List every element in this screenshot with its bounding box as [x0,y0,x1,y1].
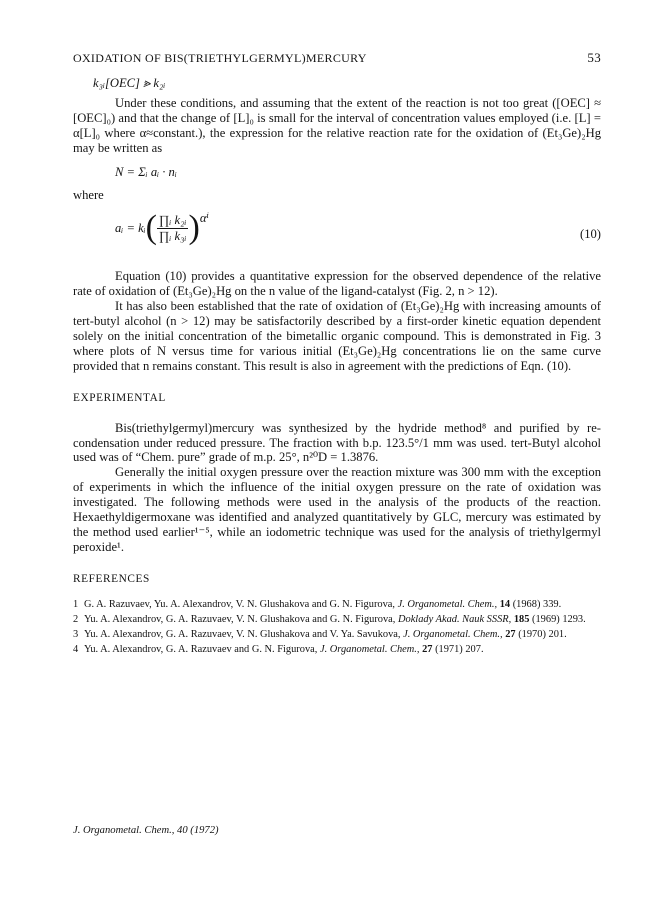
reference-journal: Doklady Akad. Nauk SSSR, [398,613,512,625]
reference-volume: 27 [505,629,516,641]
reference-authors: Yu. A. Alexandrov, G. A. Razuvaev and G. N. Figurova, [84,644,318,656]
paragraph-synthesis: Bis(triethylgermyl)mercury was synthesized by the hydride method⁸ and purified by re-condensation under reduced pressure. The fraction with b.p. 123.5°/1 mm was used. tert-Butyl alcohol used was of “Chem. pure” grade of m.p. 25°, n²⁰D = 1.3876. [73,420,601,465]
reference-number: 3 [73,629,79,641]
main-text [73,76,601,659]
equation-number: (10) [580,227,601,242]
fraction-denominator: ∏ᵢ k₃ᵢ [159,229,187,244]
reference-journal: J. Organometal. Chem., [319,644,420,656]
where-label: where [73,188,104,203]
running-title: OXIDATION OF BIS(TRIETHYLGERMYL)MERCURY [73,51,367,65]
paragraph-equation-10: Equation (10) provides a quantitative expression for the observed dependence of the relative rate of oxidation of (Et₃Ge)₂Hg on the n value of the ligand-catalyst (Fig. 2, n > 12). [73,269,601,299]
sum-equation: N = Σᵢ aᵢ · nᵢ [115,164,177,179]
reference-year-pages: (1968) 339. [512,598,562,610]
reference-authors: Yu. A. Alexandrov, G. A. Razuvaev, V. N. Glushakova and G. N. Figurova, [84,613,396,625]
reference-authors: G. A. Razuvaev, Yu. A. Alexandrov, V. N. Glushakova and G. N. Figurova, [84,598,396,610]
journal-footer: J. Organometal. Chem., 40 (1972) [73,825,219,836]
reference-number: 4 [73,644,79,656]
reference-item [73,614,601,626]
reference-volume: 185 [513,613,530,625]
equation-10-fraction [157,213,188,244]
running-header [73,50,601,66]
equation-10-exponent: αⁱ [199,211,209,226]
equation-10 [73,207,601,265]
paragraph-methods: Generally the initial oxygen pressure over the reaction mixture was 300 mm with the exception of experiments in which the influence of the initial oxygen pressure on the rate of oxidation was investigated. The following methods were used in the analysis of the products of the reaction. Hexaethyldigermoxane was identified and analyzed quantitatively by GLC, mercury was estimated by the method used earlier¹⁻⁵, while an iodometric technique was used for the analysis of triethylgermyl peroxide¹. [73,465,601,554]
reference-item [73,644,601,656]
reference-journal: J. Organometal. Chem., [403,629,503,641]
experimental-heading: EXPERIMENTAL [73,391,166,404]
reference-journal: J. Organometal. Chem., [397,598,498,610]
fraction-numerator: ∏ᵢ k₂ᵢ [159,213,187,228]
reference-item [73,629,601,641]
page-number: 53 [587,50,601,65]
reference-number: 2 [73,613,79,625]
paragraph-first-order: It has also been established that the rate of oxidation of (Et₃Ge)₂Hg with increasing amounts of tert-butyl alcohol (n > 12) may be satisfactorily described by a first-order kinetic equation dependent solely on the initial concentration of the bimetallic organic compound. This is demonstrated in Fig. 3 where plots of N versus time for various initial (Et₃Ge)₂Hg concentrations lie on the same curve provided that n remains constant. This result is also in agreement with the predictions of Eqn. (10). [73,299,601,373]
left-paren: ( [145,209,157,247]
reference-volume: 14 [499,598,511,610]
conditions-equation: k₃ᵢ[OEC] ⪢ k₂ᵢ [93,76,166,90]
reference-volume: 27 [422,644,433,656]
reference-authors: Yu. A. Alexandrov, G. A. Razuvaev, V. N. Glushakova and V. Ya. Savukova, [84,629,401,641]
reference-year-pages: (1969) 1293. [532,613,586,625]
equation-10-lhs: aᵢ = kᵢ [115,221,146,236]
reference-year-pages: (1971) 207. [435,644,484,656]
reference-item [73,599,601,611]
reference-list [73,599,601,657]
right-paren: ) [188,209,200,247]
reference-year-pages: (1970) 201. [518,629,567,641]
reference-number: 1 [73,598,79,610]
paragraph-conditions: Under these conditions, and assuming that the extent of the reaction is not too great ([OEC] ≈ [OEC]₀) and that the change of [L]₀ is small for the interval of concentration values employed (i.e. [L] = α[L]₀ where α≈constant.), the expression for the relative reaction rate for the oxidation of (Et₃Ge)₂Hg may be written as [73,95,601,155]
references-heading: REFERENCES [73,572,150,585]
